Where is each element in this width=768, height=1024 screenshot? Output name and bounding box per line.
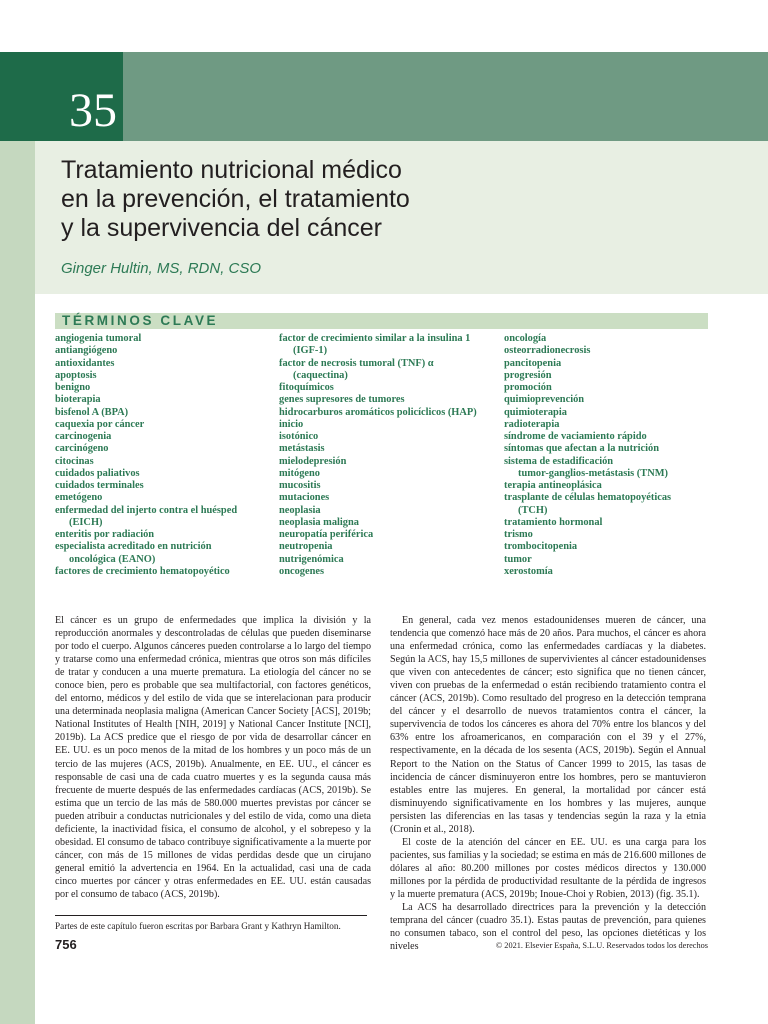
key-terms-column-2 [279,333,477,578]
key-term: promoción [504,382,552,393]
body-paragraph: La ACS ha desarrollado directrices para la prevención y la detección temprana del cáncer (cuadro 35.1). Estas pautas de prevención, para quienes no consumen tabaco, son el control del peso, las opciones dietéticas y los niveles [390,902,706,953]
key-term: oncológica (EANO) [69,553,156,565]
key-term: hidrocarburos aromáticos policíclicos (HAP) [279,406,477,418]
chapter-title-line-2: en la prevención, el tratamiento [61,185,410,213]
key-term: bisfenol A (BPA) [55,406,129,418]
key-term: mucositis [279,480,321,491]
key-term: benigno [55,382,91,393]
key-terms-column-3 [504,333,671,578]
key-term: neutropenia [279,541,333,553]
key-term: oncogenes [279,565,325,577]
chapter-number-box [0,52,123,141]
key-term: tumor [504,553,532,565]
key-term: neuropatía periférica [279,529,374,540]
footnote: Partes de este capítulo fueron escritas por Barbara Grant y Kathryn Hamilton. [55,921,341,931]
key-term: síntomas que afectan a la nutrición [504,443,659,455]
key-term: mutaciones [279,492,330,504]
key-term: mitógeno [279,467,320,479]
key-term: (TCH) [518,504,548,516]
key-term: trombocitopenia [504,541,578,553]
chapter-title-line-3: y la supervivencia del cáncer [61,214,382,242]
key-term: osteorradionecrosis [504,345,591,357]
key-term: xerostomía [504,565,553,577]
page-number: 756 [55,937,77,952]
key-term: genes supresores de tumores [279,394,405,406]
chapter-authors: Ginger Hultin, MS, RDN, CSO [61,260,262,277]
key-term: neoplasia [279,504,321,516]
key-term: emetógeno [55,492,103,504]
key-term: terapia antineoplásica [504,480,602,491]
key-term: caquexia por cáncer [55,418,145,430]
key-term: progresión [504,369,552,381]
key-term: trismo [504,529,533,540]
key-term: antioxidantes [55,357,115,369]
chapter-title-line-1: Tratamiento nutricional médico [61,156,402,184]
key-term: oncología [504,333,547,344]
key-term: metástasis [279,443,325,455]
key-term: fitoquímicos [279,382,334,393]
key-term: cuidados paliativos [55,467,140,479]
key-term: sistema de estadificación [504,455,614,467]
key-term: antiangiógeno [55,345,118,357]
key-term: mielodepresión [279,455,347,467]
key-term: carcinógeno [55,443,109,455]
key-term: síndrome de vaciamiento rápido [504,431,647,442]
key-term: quimioprevención [504,394,585,406]
key-term: bioterapia [55,394,101,406]
key-term: tumor-ganglios-metástasis (TNM) [518,467,668,479]
key-term: (IGF-1) [293,345,328,357]
key-term: factor de crecimiento similar a la insulina 1 [279,333,471,344]
key-term: inicio [279,418,304,430]
key-term: factor de necrosis tumoral (TNF) α [279,357,434,369]
key-term: pancitopenia [504,357,562,369]
body-paragraph: El coste de la atención del cáncer en EE. UU. es una carga para los pacientes, sus familias y la sociedad; se estima en más de 216.600 millones de dólares al año: 80.200 millones por costes médicos directos y 130.000 millones por la pérdida de productividad resultante de la pérdida de ingresos y la muerte prematura (ACS, 2019b; Inoue-Choi y Robien, 2013) (fig. 35.1). [390,836,706,900]
key-term: angiogenia tumoral [55,333,142,344]
key-terms-heading: TÉRMINOS CLAVE [62,313,219,328]
key-term: cuidados terminales [55,480,144,491]
key-term: enfermedad del injerto contra el huésped [55,504,238,516]
key-term: especialista acreditado en nutrición [55,541,212,553]
key-term: factores de crecimiento hematopoyético [55,565,230,577]
left-margin-band [0,141,35,1024]
key-term: tratamiento hormonal [504,516,603,528]
key-term: enteritis por radiación [55,529,155,540]
top-margin [0,0,768,52]
key-term: trasplante de células hematopoyéticas [504,492,672,504]
key-term: neoplasia maligna [279,516,359,528]
key-term: quimioterapia [504,406,567,418]
chapter-number: 35 [69,84,117,137]
body-paragraph: En general, cada vez menos estadounidenses mueren de cáncer, una tendencia que comenzó hace más de 20 años. Para muchos, el cáncer es ahora una enfermedad crónica, como las enfermedades cardíacas y la diabetes. Según la ACS, hay 15,5 millones de supervivientes al cáncer estadounidenses que viven con antecedentes de cáncer; esto significa que no tienen cáncer, viven con pruebas de la enfermedad o están recibiendo tratamiento contra el cáncer (ACS, 2019b). Como resultado del progreso en la detección temprana del cáncer y el desarrollo de nuevos tratamientos contra el cáncer, la supervivencia de todos los cánceres es ahora del 70% entre los blancos y del 63% entre los afroamericanos, en comparación con el 39 y el 27%, respectivamente, en la década de los sesenta (ACS, 2019b). Según el Annual Report to the Nation on the Status of Cancer 1999 to 2015, las tasas de incidencia de cáncer disminuyeron entre los hombres, pero se mantuvieron estables entre las mujeres. En general, la mortalidad por cáncer está disminuyendo significativamente en los hombres y las mujeres, aunque persisten las diferencias en las tasas y tendencias según la raza y la etnia (Cronin et al., 2018). [390,615,706,835]
key-term: citocinas [55,455,94,467]
key-term: radioterapia [504,418,560,430]
body-column-left [55,614,371,901]
body-column-right [390,614,706,953]
copyright-notice: © 2021. Elsevier España, S.L.U. Reservados todos los derechos [495,941,708,950]
key-term: (caquectina) [293,369,348,381]
key-term: isotónico [279,431,319,442]
key-term: nutrigenómica [279,553,344,565]
key-term: carcinogenia [55,431,112,442]
key-terms-column-1 [55,333,237,578]
key-term: apoptosis [55,369,97,381]
key-term: (EICH) [69,516,103,528]
footnote-rule [55,915,367,916]
body-paragraph: El cáncer es un grupo de enfermedades que implica la división y la reproducción anormales y descontroladas de células que pueden diseminarse por todo el cuerpo. Algunos cánceres pueden controlarse a lo largo del tiempo y tratarse como una enfermedad crónica, mientras que otros son más difíciles de tratar y conducen a una muerte prematura. La etiología del cáncer no se conoce bien, pero es probable que sea multifactorial, con factores genéticos, del entorno, médicos y del estilo de vida que se interelacionan para producir una determinada neoplasia maligna (American Cancer Society [ACS], 2019b; National Institutes of Health [NIH, 2019] y National Cancer Institute [NCI], 2019b). La ACS predice que el riesgo de por vida de desarrollar cáncer en EE. UU. es un poco menos de la mitad de los hombres y un poco más de un tercio de las mujeres (ACS, 2019b). Anualmente, en EE. UU., el cáncer es responsable de casi una de cada cuatro muertes y es la segunda causa más frecuente de muerte después de las enfermedades cardíacas (ACS, 2019b). Se estima que un tercio de las más de 580.000 muertes previstas por cáncer se pueden atribuir a conductas nutricionales y del estilo de vida, como una dieta deficiente, la inactividad física, el consumo de alcohol, y el sobrepeso y la obesidad. El consumo de tabaco contribuye significativamente a la muerte por cáncer, con más de 15 millones de vidas perdidas desde que un cirujano general emitió la advertencia en 1964. En la actualidad, casi una de cada cinco muertes por cáncer y otras enfermedades en EE. UU. están causadas por el consumo de tabaco (ACS, 2019b). [55,615,371,900]
